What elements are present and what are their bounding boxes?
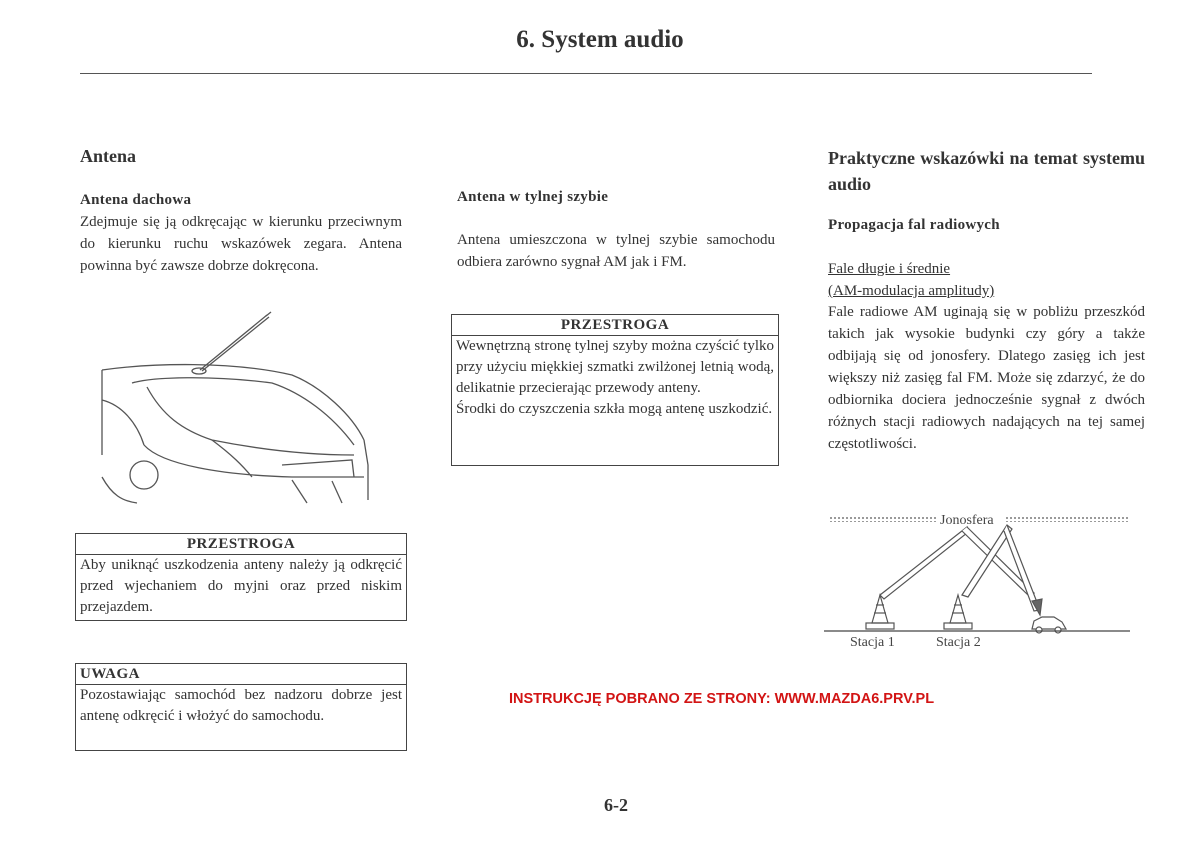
station-2-label: Stacja 2 <box>936 635 981 650</box>
rear-window-antenna-text: Antena umieszczona w tylnej szybie samochodu odbiera zarówno sygnał AM jak i FM. <box>457 232 775 270</box>
section-heading-tips: Praktyczne wskazówki na temat systemu audio <box>828 148 1145 194</box>
caution-text-1: Wewnętrzną stronę tylnej szyby można czyścić tylko przy użyciu miękkiej szmatki zwilżonej letnią wodą, delikatnie przecierając przewody anteny. <box>456 338 774 396</box>
section-heading-antena: Antena <box>80 146 137 166</box>
caution-box-rear-window <box>451 314 779 466</box>
am-waves-title-line1: Fale długie i średnie <box>828 261 951 277</box>
roof-antenna-text: Zdejmuje się ją odkręcając w kierunku przeciwnym do kierunku ruchu wskazówek zegara. Antena powinna być zawsze dobrze dokręcona. <box>80 214 402 274</box>
caution-text: Aby uniknąć uszkodzenia anteny należy ją odkręcić przed wjechaniem do myjni oraz przed niskim przejazdem. <box>80 557 402 615</box>
download-source-notice: INSTRUKCJĘ POBRANO ZE STRONY: WWW.MAZDA6.PRV.PL <box>509 691 935 707</box>
caution-title: PRZESTROGA <box>452 315 778 336</box>
station-1-label: Stacja 1 <box>850 635 895 650</box>
caution-box-roof-antenna <box>75 533 407 621</box>
car-roof-antenna-illustration <box>92 305 382 515</box>
page-number: 6-2 <box>604 795 628 815</box>
note-box <box>75 663 407 751</box>
subheading-propagation: Propagacja fal radiowych <box>828 217 1000 233</box>
am-waves-text: Fale radiowe AM uginają się w pobliżu przeszkód takich jak wysokie budynki czy góry a także odbijają się od jonosfery. Dlatego zasięg ich jest większy niż zasięg fal FM. Może się zdarzyć, że do odbiornika dociera jednocześnie sygnał z dwóch różnych stacji radiowych nadających na tej samej częstotliwości. <box>828 304 1145 452</box>
subheading-roof-antenna: Antena dachowa <box>80 192 192 208</box>
subheading-rear-window-antenna: Antena w tylnej szybie <box>457 189 609 205</box>
station-1-tower <box>866 595 894 629</box>
ionosphere-label: Jonosfera <box>940 513 994 528</box>
header-rule <box>80 73 1092 74</box>
note-title: UWAGA <box>76 664 406 685</box>
station-2-tower <box>944 595 972 629</box>
note-text: Pozostawiając samochód bez nadzoru dobrze jest antenę odkręcić i włożyć do samochodu. <box>80 687 402 724</box>
am-waves-title-line2: (AM-modulacja amplitudy) <box>828 283 995 299</box>
caution-text-2: Środki do czyszczenia szkła mogą antenę uszkodzić. <box>456 401 773 417</box>
page-title: 6. System audio <box>516 26 684 53</box>
caution-title: PRZESTROGA <box>76 534 406 555</box>
radio-propagation-diagram <box>822 505 1134 655</box>
